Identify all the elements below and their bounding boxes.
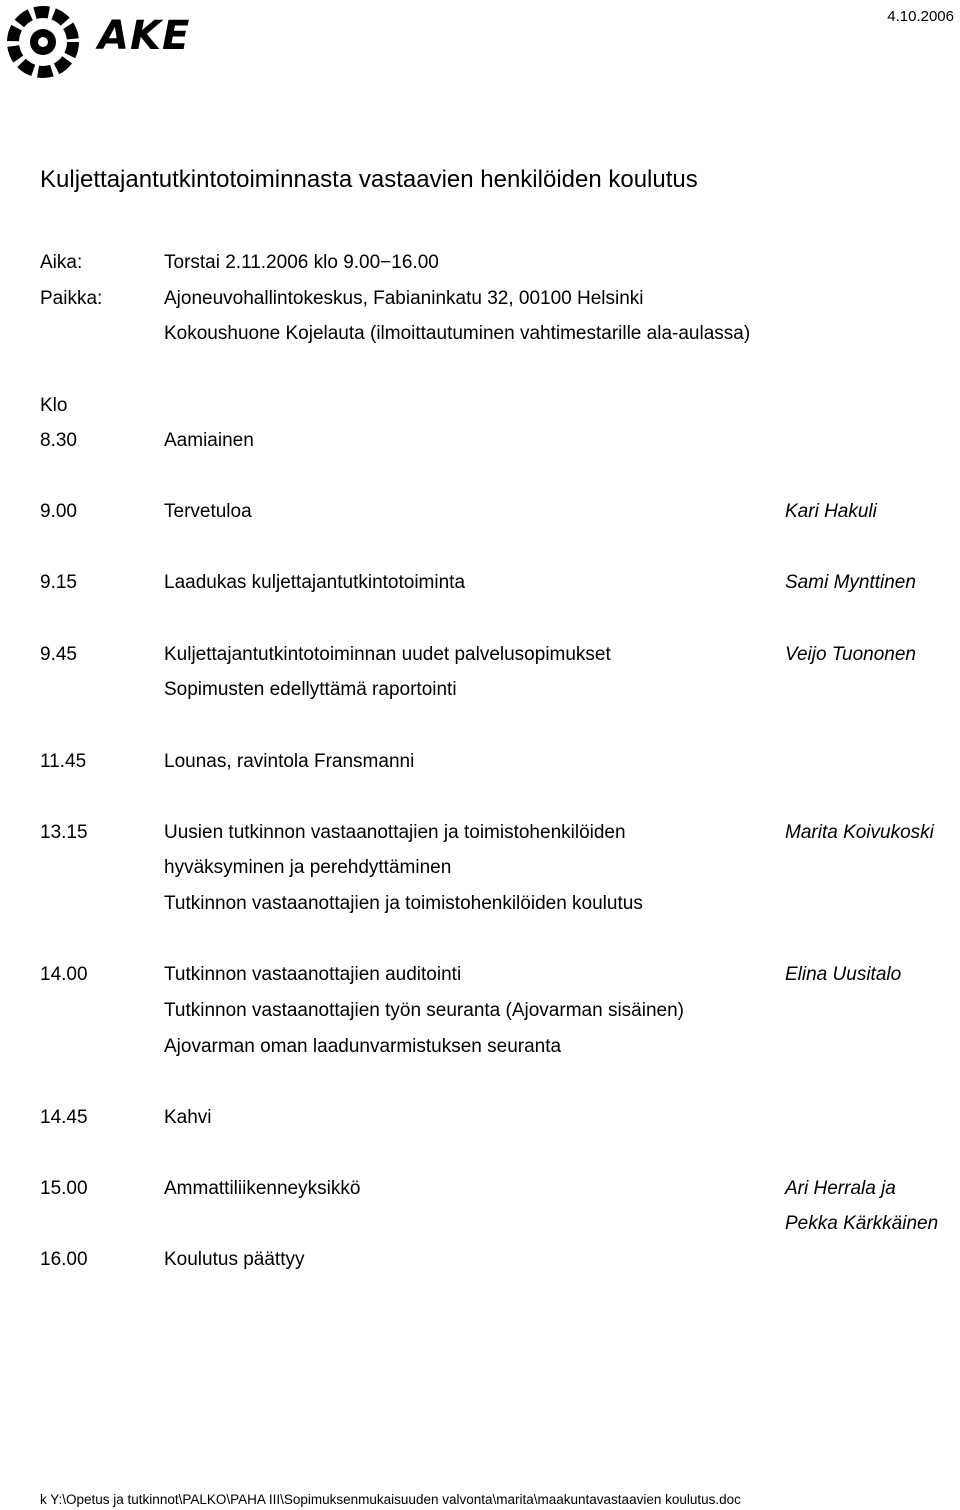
schedule-topic: Aamiainen [164, 430, 254, 451]
paikka-label: Paikka: [40, 288, 103, 309]
paikka-room: Kokoushuone Kojelauta (ilmoittautuminen vahtimestarille ala-aulassa) [164, 323, 751, 344]
document-date: 4.10.2006 [887, 8, 954, 25]
page-title: Kuljettajantutkintotoiminnasta vastaavien henkilöiden koulutus [40, 166, 698, 193]
schedule-speaker: Kari Hakuli [785, 501, 877, 522]
schedule-speaker: Ari Herrala ja [785, 1178, 896, 1199]
schedule-speaker: Pekka Kärkkäinen [785, 1213, 939, 1234]
schedule-topic: Tutkinnon vastaanottajien työn seuranta (Ajovarman sisäinen) [164, 1000, 684, 1021]
schedule-time: 9.00 [40, 501, 77, 522]
schedule-time: 16.00 [40, 1249, 88, 1270]
footer-file-path: k Y:\Opetus ja tutkinnot\PALKO\PAHA III\Sopimuksenmukaisuuden valvonta\marita\maakuntavastaavien koulutus.doc [40, 1492, 741, 1507]
schedule-topic: Tutkinnon vastaanottajien auditointi [164, 964, 462, 985]
aika-label: Aika: [40, 252, 83, 273]
schedule-topic: Tervetuloa [164, 501, 252, 522]
schedule-topic: hyväksyminen ja perehdyttäminen [164, 857, 452, 878]
schedule-topic: Uusien tutkinnon vastaanottajien ja toimistohenkilöiden [164, 822, 626, 843]
schedule-time: 14.45 [40, 1107, 88, 1128]
schedule-time: 11.45 [40, 751, 87, 772]
ake-logo [4, 2, 224, 82]
schedule-topic: Ajovarman oman laadunvarmistuksen seuranta [164, 1036, 562, 1057]
schedule-topic: Laadukas kuljettajantutkintotoiminta [164, 572, 466, 593]
schedule-topic: Kuljettajantutkintotoiminnan uudet palvelusopimukset [164, 644, 611, 665]
schedule-time: 9.15 [40, 572, 77, 593]
paikka-address: Ajoneuvohallintokeskus, Fabianinkatu 32, 00100 Helsinki [164, 288, 644, 309]
schedule-time: 14.00 [40, 964, 88, 985]
ake-logo-text: AKE [98, 13, 191, 59]
schedule-speaker: Marita Koivukoski [785, 822, 934, 843]
schedule-speaker: Veijo Tuononen [785, 644, 916, 665]
schedule-topic: Sopimusten edellyttämä raportointi [164, 679, 457, 700]
aika-value: Torstai 2.11.2006 klo 9.00−16.00 [164, 252, 439, 273]
schedule-time: 8.30 [40, 430, 77, 451]
schedule-topic: Ammattiliikenneyksikkö [164, 1178, 361, 1199]
schedule-speaker: Elina Uusitalo [785, 964, 902, 985]
schedule-time: 15.00 [40, 1178, 88, 1199]
schedule-topic: Tutkinnon vastaanottajien ja toimistohenkilöiden koulutus [164, 893, 643, 914]
schedule-topic: Kahvi [164, 1107, 212, 1128]
schedule-topic: Koulutus päättyy [164, 1249, 305, 1270]
ake-logo-emblem-icon [4, 2, 94, 82]
schedule-speaker: Sami Mynttinen [785, 572, 916, 593]
schedule-topic: Lounas, ravintola Fransmanni [164, 751, 415, 772]
schedule-time: 9.45 [40, 644, 77, 665]
schedule-time: 13.15 [40, 822, 88, 843]
schedule-header: Klo [40, 395, 68, 416]
